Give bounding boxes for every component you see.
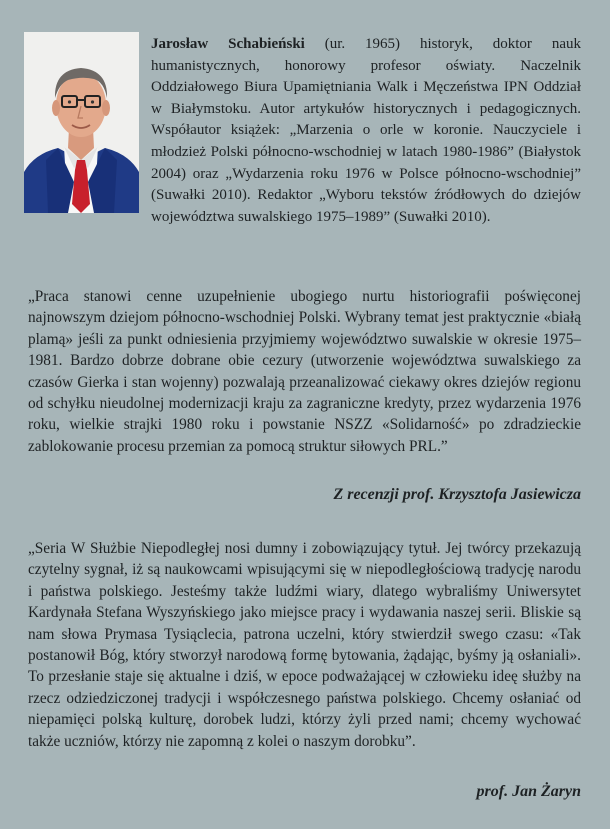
review-quote-2: „Seria W Służbie Niepodległej nosi dumny i zobowiązujący tytuł. Jej twórcy przekazują czytelny sygnał, iż są naukowcami wpisującymi się w niepodległościową tradycję narodu i państwa polskiego. Jesteśmy także ludźmi wiary, dlatego wybraliśmy Uniwersytet Kardynała Stefana Wyszyńskiego jako miejsce pracy i wydawania naszej serii. Bliskie są nam słowa Prymasa Tysiąclecia, patrona uczelni, który stwierdził swego czasu: «Tak postanowił Bóg, który stworzył narodową formę bytowania, żądając, byśmy ją osłaniali». To przesłanie staje się aktualne i dziś, w epoce podważającej w człowieku ideę służby na rzecz odziedziczonej tradycji i współczesnego państwa polskiego. Chcemy osłaniać od niepamięci polską kulturę, dorobek ludzi, którzy żyli przed nami; chcemy wychować także uczniów, którzy nie zapomną z kolei o naszym dorobku”. bbox=[28, 540, 581, 750]
author-photo bbox=[24, 32, 139, 213]
author-name: Jarosław Schabieński bbox=[151, 36, 305, 52]
review-signature-2: prof. Jan Żaryn bbox=[476, 783, 581, 800]
author-portrait-illustration bbox=[24, 32, 139, 213]
review-signature-1: Z recenzji prof. Krzysztofa Jasiewicza bbox=[333, 486, 581, 503]
review-quote-1: „Praca stanowi cenne uzupełnienie ubogiego nurtu historiografii poświęconej najnowszym dziejom północno-wschodniej Polski. Wybrany temat jest praktycznie «białą plamą» jeśli za punkt odniesienia przyjmiemy województwo suwalskie w okresie 1975–1981. Bardzo dobrze dobrane obie cezury (utworzenie województwa suwalskiego za czasów Gierka i stan wojenny) pozwalają przeanalizować ciekawy okres dziejów regionu od schyłku nieudolnej modernizacji kraju za zagraniczne kredyty, przez wydarzenia 1976 roku, wielkie strajki 1980 roku i powstanie NSZZ «Solidarność» po zdradzieckie zablokowanie procesu przemian za pomocą struktur siłowych PRL.” bbox=[28, 288, 581, 455]
author-bio bbox=[151, 34, 581, 228]
author-bio-text: (ur. 1965) historyk, doktor nauk humanistycznych, honorowy profesor oświaty. Naczelnik Oddziałowego Biura Upamiętniania Walk i Męczeństwa IPN Oddział w Białymstoku. Autor artykułów historycznych i pedagogicznych. Współautor książek: „Marzenia o orle w koronie. Nauczyciele i młodzież Polski północno-wschodniej w latach 1980-1986” (Białystok 2004) oraz „Wydarzenia roku 1976 w Polsce północno-wschodniej” (Suwałki 2010). Redaktor „Wyboru tekstów źródłowych do dziejów województwa suwalskiego 1975–1989” (Suwałki 2010). bbox=[151, 36, 581, 225]
